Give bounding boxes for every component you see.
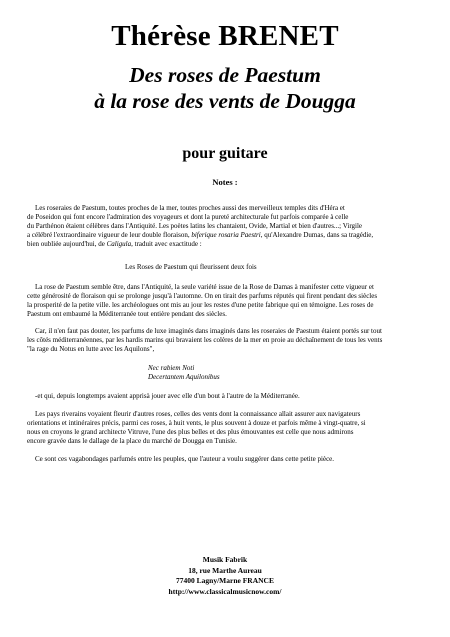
p1-line-3: du Parthénon étaient célèbres dans l'Antiquité. Les poètes latins les chantaient, Ovide, Martial et bien d'autres...; Virgile — [27, 222, 363, 230]
publisher-footer — [0, 555, 450, 597]
paragraph-vagabondages — [27, 455, 425, 464]
p1-latin-quote: biferique rosaria Paestri — [191, 231, 261, 239]
p2-line-1: La rose de Paestum semble être, dans l'Antiquité, la seule variété issue de la Rose de Damas à manifester cette vigueur et — [35, 283, 374, 291]
paragraph-parfums — [27, 327, 425, 354]
p4-line-1: -et qui, depuis longtemps avaient apprisà jouer avec elle d'un bout à l'autre de la Méditerranée. — [35, 392, 300, 400]
piece-title — [0, 62, 450, 114]
composer-name: Thérèse BRENET — [111, 20, 339, 52]
p1-line-2: de Poseidon qui font encore l'admiration des voyageurs et dont la pureté architecturale fut parfois comparée à celle — [27, 213, 349, 221]
latin-verse-line-1: Nec rabiem Noti — [148, 364, 195, 372]
publisher-name: Musik Fabrik — [202, 555, 248, 564]
p6-line-1: Ce sont ces vagabondages parfumés entre les peuples, que l'auteur a voulu suggérer dans cette petite pièce. — [35, 455, 335, 463]
publisher-street: 18, rue Marthe Aureau — [188, 565, 262, 575]
p1-line-4a: a célébré l'extraordinaire vigueur de leur double floraison, — [27, 231, 192, 239]
notes-heading: Notes : — [212, 177, 238, 187]
instrument-subtitle: pour guitare — [182, 145, 268, 162]
p5-line-2: orientations et intinéraires précis, parmi ces roses, à huit vents, le plus souvent à douze et parfois même à vingt-quatre, si — [27, 419, 366, 427]
p2-line-2: cette générosité de floraison qui se prolonge jusqu'à l'automne. On en tirait des parfums réputés qui firent pendant des siècles — [27, 292, 378, 300]
title-line-2: à la rose des vents de Dougga — [94, 89, 356, 113]
publisher-url[interactable]: http://www.classicalmusicnow.com/ — [168, 586, 282, 596]
p1-line-1: Les roseraies de Paestum, toutes proches de la mer, toutes proches aussi des merveilleux temples dits d'Héra et — [35, 204, 345, 212]
paragraph-roseraies — [27, 204, 425, 249]
publisher-city: 77400 Lagny/Marne FRANCE — [176, 576, 274, 585]
p5-line-3: nous en croyons le grand architecte Vitruve, l'une des plus belles et des plus émouvantes est celle que nous admirons — [27, 428, 354, 436]
paragraph-rose-des-vents — [27, 410, 425, 446]
p3-line-1: Car, il n'en faut pas douter, les parfums de luxe imaginés dans imaginés dans les roseraies de Paestum étaient portés sur tout — [35, 327, 382, 335]
p1-line-4b: , qu'Alexandre Dumas, dans sa tragédie, — [260, 231, 374, 239]
p5-line-4: encore gravée dans le dallage de la place du marché de Dougga en Tunisie. — [27, 437, 237, 445]
p1-caligula: Caligula — [106, 240, 132, 248]
p1-line-5a: bien oubliée aujourd'hui, de — [27, 240, 107, 248]
p2-line-3: la prosperité de la petite ville. les archéologues ont mis au jour les restes d'une petite fabrique qui en témoigne. Les roses de — [27, 301, 374, 309]
paragraph-rose-paestum — [27, 283, 425, 319]
latin-verse — [148, 364, 220, 382]
p3-line-2: les côtés méditerranéennes, par les hardis marins qui bravaient les colères de la mer en proie au déchaînement de tous les vents — [27, 336, 383, 344]
paragraph-mediterranee — [27, 392, 425, 401]
p1-line-5b: , traduit avec exactitude : — [131, 240, 202, 248]
title-line-1: Des roses de Paestum — [129, 63, 321, 87]
latin-verse-line-2: Decertantem Aquilonibus — [148, 373, 220, 381]
p2-line-4: Paestum ont embaumé la Méditerranée tout entière pendant des siècles. — [27, 310, 227, 318]
p3-line-3: "la rage du Notus en lutte avec les Aquilons", — [27, 345, 155, 353]
dumas-quote: Les Roses de Paestum qui fleurissent deux fois — [125, 263, 257, 271]
p5-line-1: Les pays riverains voyaient fleurir d'autres roses, celles des vents dont la connaissance allait assurer aux navigateurs — [35, 410, 361, 418]
